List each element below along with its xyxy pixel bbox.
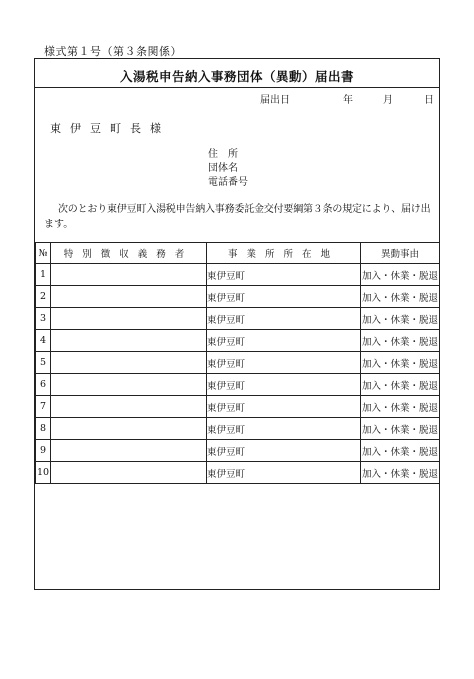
reason-options[interactable]: 加入・休業・脱退	[361, 440, 440, 462]
table-header-row	[36, 243, 440, 264]
reason-options[interactable]: 加入・休業・脱退	[361, 374, 440, 396]
reason-options[interactable]: 加入・休業・脱退	[361, 308, 440, 330]
table-row	[36, 396, 440, 418]
header-collector: 特別徴収義務者	[51, 243, 207, 264]
row-number: 6	[36, 374, 51, 396]
location-field[interactable]: 東伊豆町	[207, 462, 361, 484]
submission-date-label: 届出日	[260, 95, 290, 106]
addressee: 東伊豆町長様	[50, 122, 170, 135]
row-number: 4	[36, 330, 51, 352]
row-number: 5	[36, 352, 51, 374]
form-title: 入湯税申告納入事務団体（異動）届出書	[119, 69, 354, 84]
collector-field[interactable]	[51, 440, 207, 462]
location-field[interactable]: 東伊豆町	[207, 374, 361, 396]
table-row	[36, 330, 440, 352]
table-row	[36, 264, 440, 286]
header-reason: 異動事由	[361, 243, 440, 264]
group-name-label: 団体名	[208, 163, 238, 174]
reason-options[interactable]: 加入・休業・脱退	[361, 264, 440, 286]
address-label: 住 所	[208, 149, 238, 160]
reason-options[interactable]: 加入・休業・脱退	[361, 286, 440, 308]
collector-field[interactable]	[51, 418, 207, 440]
collector-field[interactable]	[51, 286, 207, 308]
table-row	[36, 440, 440, 462]
header-location: 事業所所在地	[207, 243, 361, 264]
collector-field[interactable]	[51, 264, 207, 286]
phone-label: 電話番号	[208, 177, 248, 188]
table-row	[36, 462, 440, 484]
collector-field[interactable]	[51, 352, 207, 374]
row-number: 8	[36, 418, 51, 440]
table-row	[36, 374, 440, 396]
date-day-label: 日	[424, 95, 434, 106]
title-row	[35, 59, 439, 88]
location-field[interactable]: 東伊豆町	[207, 286, 361, 308]
location-field[interactable]: 東伊豆町	[207, 352, 361, 374]
reason-options[interactable]: 加入・休業・脱退	[361, 352, 440, 374]
collector-field[interactable]	[51, 396, 207, 418]
row-number: 3	[36, 308, 51, 330]
location-field[interactable]: 東伊豆町	[207, 308, 361, 330]
body-text-line1: 次のとおり東伊豆町入湯税申告納入事務委託金交付要綱第３条の規定により、届け出	[58, 204, 431, 215]
table-row	[36, 286, 440, 308]
collector-field[interactable]	[51, 462, 207, 484]
collector-field[interactable]	[51, 374, 207, 396]
row-number: 7	[36, 396, 51, 418]
form-label: 様式第１号（第３条関係）	[44, 45, 182, 58]
date-year-label: 年	[343, 95, 353, 106]
table-row	[36, 418, 440, 440]
location-field[interactable]: 東伊豆町	[207, 396, 361, 418]
location-field[interactable]: 東伊豆町	[207, 440, 361, 462]
table-row	[36, 352, 440, 374]
row-number: 2	[36, 286, 51, 308]
row-number: 9	[36, 440, 51, 462]
location-field[interactable]: 東伊豆町	[207, 264, 361, 286]
location-field[interactable]: 東伊豆町	[207, 330, 361, 352]
row-number: 1	[36, 264, 51, 286]
reason-options[interactable]: 加入・休業・脱退	[361, 330, 440, 352]
location-field[interactable]: 東伊豆町	[207, 418, 361, 440]
body-text-line2: ます。	[44, 219, 74, 230]
date-month-label: 月	[383, 95, 393, 106]
reason-options[interactable]: 加入・休業・脱退	[361, 396, 440, 418]
reason-options[interactable]: 加入・休業・脱退	[361, 462, 440, 484]
member-table	[35, 242, 440, 484]
reason-options[interactable]: 加入・休業・脱退	[361, 418, 440, 440]
header-no: №	[36, 243, 51, 264]
row-number: 10	[36, 462, 51, 484]
collector-field[interactable]	[51, 330, 207, 352]
collector-field[interactable]	[51, 308, 207, 330]
table-row	[36, 308, 440, 330]
